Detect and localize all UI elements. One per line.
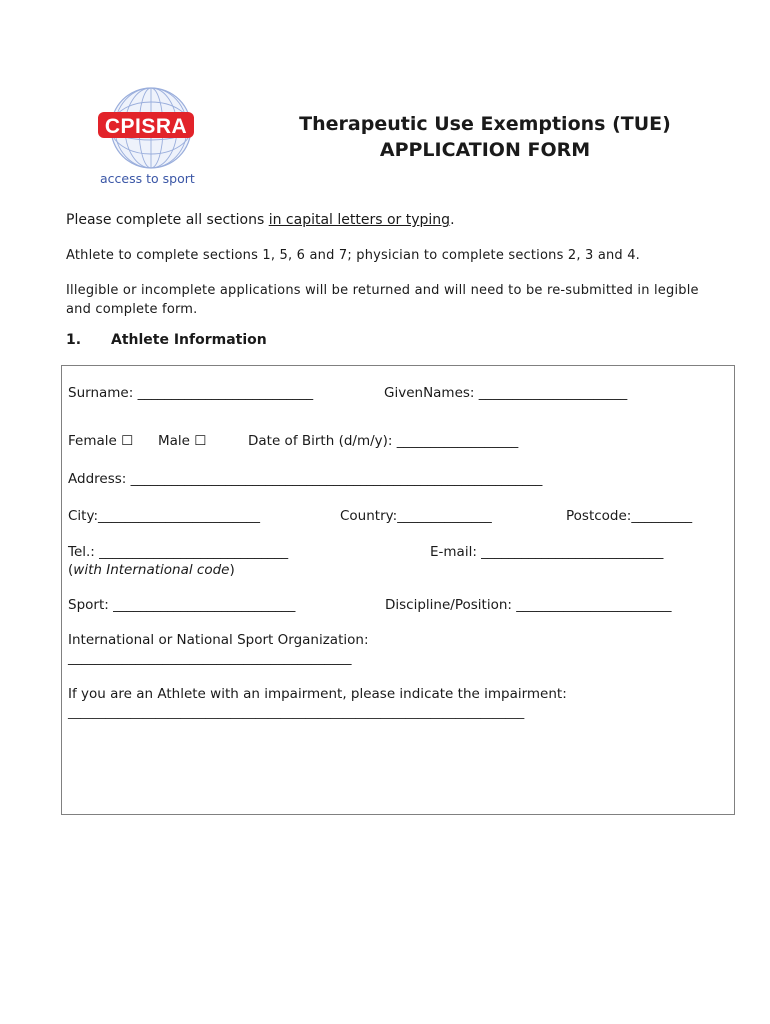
- tel-note: (with International code): [68, 562, 235, 578]
- form-subtitle: APPLICATION FORM: [379, 139, 591, 161]
- sport-organization-label: International or National Sport Organization:: [68, 632, 369, 648]
- city-field[interactable]: City:________________________: [68, 508, 261, 524]
- country-field[interactable]: Country:______________: [340, 508, 492, 524]
- date-of-birth-field[interactable]: Date of Birth (d/m/y): __________________: [248, 433, 519, 449]
- surname-field[interactable]: Surname: __________________________: [68, 385, 314, 401]
- intro-illegible-note: Illegible or incomplete applications will be returned and will need to be re-submitted in legible and complete form.: [66, 283, 699, 317]
- male-checkbox[interactable]: Male ☐: [158, 433, 207, 449]
- intro-sections-note: Athlete to complete sections 1, 5, 6 and 7; physician to complete sections 2, 3 and 4.: [66, 248, 641, 263]
- impairment-label: If you are an Athlete with an impairment, please indicate the impairment:: [68, 686, 567, 702]
- section-number: 1.: [66, 332, 82, 348]
- intro-instruction: Please complete all sections in capital letters or typing.: [66, 212, 455, 228]
- address-field[interactable]: Address: _____________________________________________________________: [68, 471, 543, 487]
- email-field[interactable]: E-mail: ___________________________: [430, 544, 664, 560]
- discipline-field[interactable]: Discipline/Position: _______________________: [385, 597, 672, 613]
- section-title: Athlete Information: [111, 332, 267, 348]
- impairment-field[interactable]: _________________________________________________________________________: [68, 704, 525, 719]
- sport-field[interactable]: Sport: ___________________________: [68, 597, 296, 613]
- logo-wordmark: CPISRA: [104, 115, 188, 138]
- capital-letters-emphasis: in capital letters or typing: [268, 212, 451, 228]
- female-checkbox[interactable]: Female ☐: [68, 433, 134, 449]
- sport-organization-field[interactable]: __________________________________________: [68, 650, 352, 666]
- form-title: Therapeutic Use Exemptions (TUE): [299, 113, 671, 135]
- logo-tagline: access to sport: [100, 171, 195, 186]
- given-names-field[interactable]: GivenNames: ______________________: [384, 385, 628, 401]
- postcode-field[interactable]: Postcode:_________: [566, 508, 693, 524]
- tel-field[interactable]: Tel.: ____________________________: [68, 544, 289, 560]
